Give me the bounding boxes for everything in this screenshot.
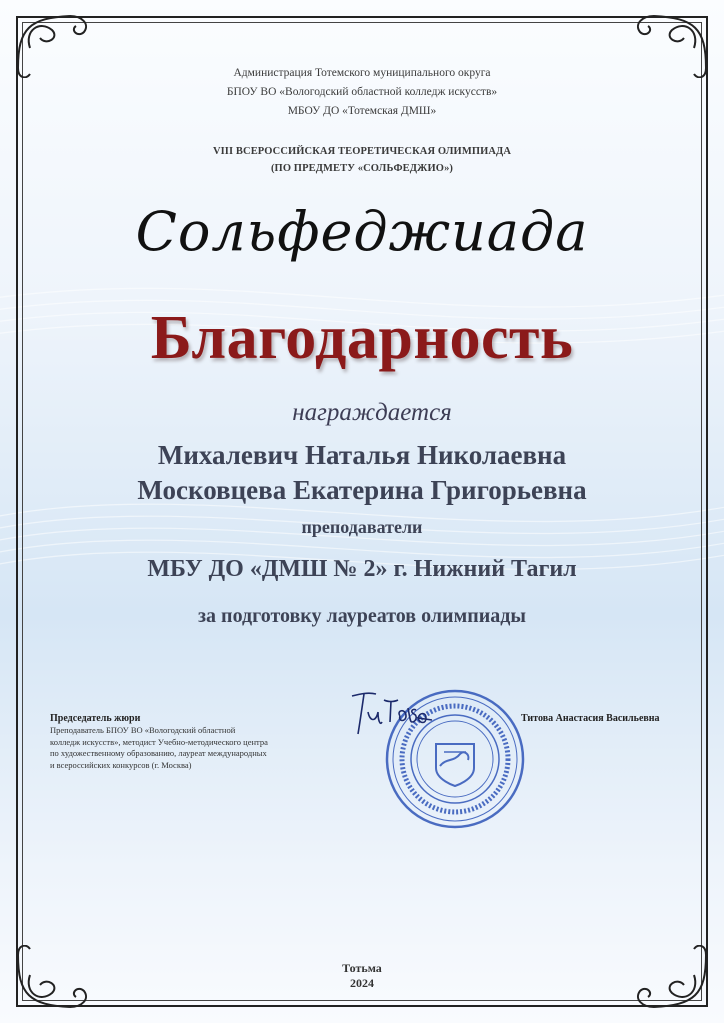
jury-chair-name: Титова Анастасия Васильевна [521, 713, 660, 724]
organizers-block [0, 64, 724, 121]
recipient-name: Московцева Екатерина Григорьевна [137, 475, 587, 505]
award-reason: за подготовку лауреатов олимпиады [198, 605, 526, 627]
recipients-block [0, 438, 724, 508]
organizer-line: МБОУ ДО «Тотемская ДМШ» [287, 105, 437, 117]
logo-text: Сольфеджиада [135, 200, 589, 263]
jury-chair-title: Председатель жюри [50, 713, 141, 724]
organizer-line: Администрация Тотемского муниципального округа [233, 67, 491, 79]
recipient-name: Михалевич Наталья Николаевна [157, 440, 567, 470]
school-name: МБУ ДО «ДМШ № 2» г. Нижний Тагил [147, 556, 577, 582]
olympiad-title: VIII ВСЕРОССИЙСКАЯ ТЕОРЕТИЧЕСКАЯ ОЛИМПИАДА [212, 146, 512, 157]
certificate-title: Благодарность [150, 304, 574, 372]
olympiad-subject: (ПО ПРЕДМЕТУ «СОЛЬФЕДЖИО») [270, 163, 454, 174]
footer-year: 2024 [350, 976, 374, 990]
footer-city: Тотьма [342, 961, 382, 975]
handwritten-signature [346, 682, 436, 742]
organizer-line: БПОУ ВО «Вологодский областной колледж искусств» [226, 86, 498, 98]
awarded-label: награждается [292, 399, 452, 426]
jury-chair-description: Преподаватель БПОУ ВО «Вологодский областной колледж искусств», методист Учебно-методического центра по художественному образованию, лауреат международных и всероссийских конкурсов (г. Москва) [50, 725, 268, 770]
solfeggiada-logo [0, 200, 724, 263]
olympiad-title-block [0, 143, 724, 177]
recipient-role: преподаватели [301, 517, 423, 537]
